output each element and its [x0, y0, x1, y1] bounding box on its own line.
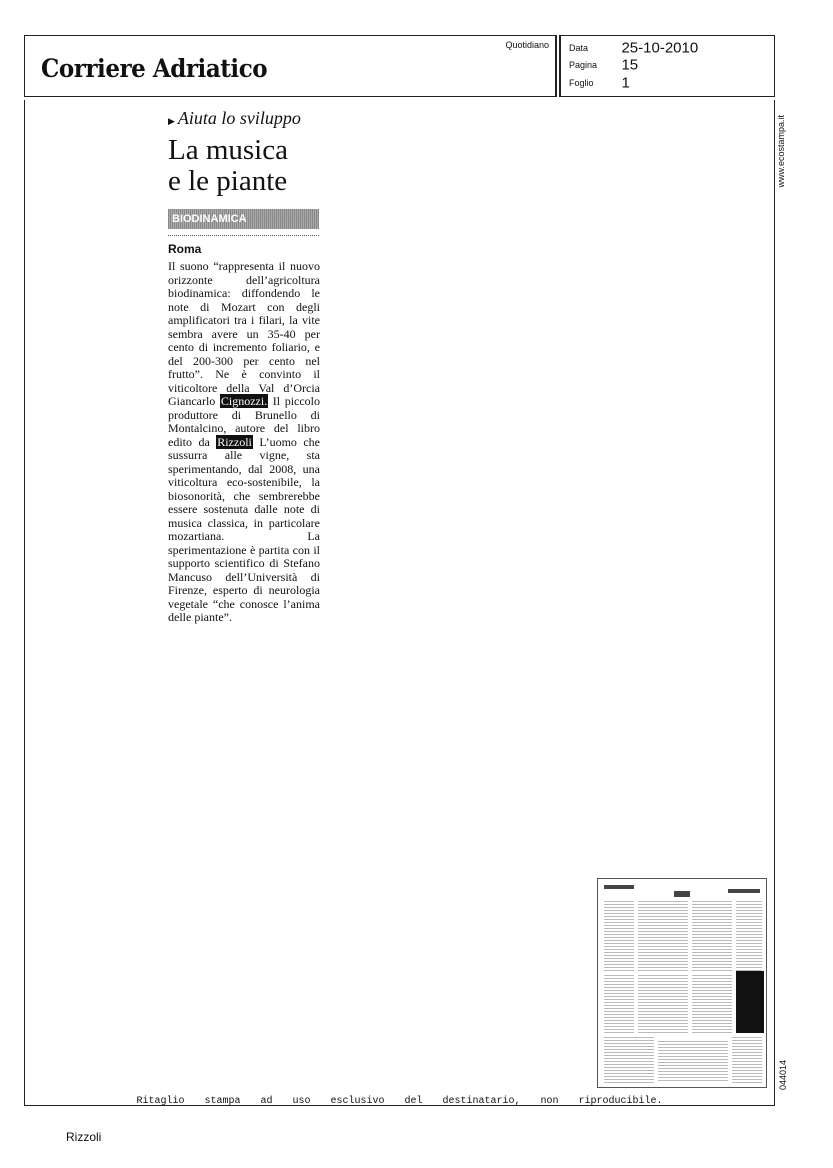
thumb-column	[658, 1041, 728, 1083]
section-tag: BIODINAMICA	[168, 209, 319, 229]
article-body	[168, 260, 320, 625]
meta-date	[569, 39, 698, 57]
meta-date-label: Data	[569, 42, 589, 53]
side-url	[770, 115, 794, 195]
thumb-column	[692, 975, 732, 1033]
thumb-column	[604, 975, 634, 1033]
headline	[168, 135, 320, 197]
page-thumbnail	[597, 878, 767, 1088]
meta-sheet-value: 1	[621, 74, 630, 92]
headline-line1: La musica	[168, 134, 288, 166]
thumb-column	[732, 1037, 762, 1083]
body-part2: Il piccolo produttore di Brunello di Montalcino, autore del libro edito da	[168, 394, 321, 449]
thumb-title-bar	[604, 885, 634, 889]
headline-line2: e le piante	[168, 165, 288, 197]
dateline-city: Roma	[168, 242, 202, 256]
meta-page-value: 15	[621, 56, 639, 74]
meta-date-value: 25-10-2010	[621, 39, 699, 57]
meta-box	[560, 35, 775, 97]
thumb-highlight-block	[736, 971, 764, 1033]
thumb-column	[638, 975, 688, 1033]
meta-sheet-label: Foglio	[569, 77, 594, 88]
footer-notice: Ritaglio stampa ad uso esclusivo del destinatario, non riproducibile.	[136, 1096, 663, 1107]
kicker	[168, 108, 320, 129]
body-part1: Il suono “rappresenta il nuovo orizzonte dell’agricoltura biodinamica: diffondendo le note di Mozart con degli amplificatori tra i filari, la vite sembra avere un 35-40 per cento di incremento foliario, e del 200-300 per cento nel frutto”. Ne è convinto il viticoltore della Val d’Orcia Giancarlo	[168, 259, 320, 408]
body-part3: L’uomo che sussurra alle vigne, sta sperimentando, dal 2008, una viticoltura eco-sostenibile, la biosonorità, che sembrerebbe essere sostenuta dalle note di musica classica, in particolare mozartiana. La sperimentazione è partita con il supporto scientifico di Stefano Mancuso dell’Università di Firenze, esperto di neurologia vegetale “che conosce l’anima delle piante”.	[168, 434, 320, 624]
kicker-text: Aiuta lo sviluppo	[177, 108, 301, 128]
publisher-label: Rizzoli	[66, 1130, 102, 1144]
masthead-box	[24, 35, 556, 97]
meta-sheet	[569, 74, 630, 92]
thumb-title-bar	[728, 889, 760, 893]
masthead: Corriere Adriatico	[41, 54, 268, 83]
article	[168, 106, 320, 625]
header-frame	[24, 35, 775, 99]
kicker-arrow-icon: ▶	[168, 116, 175, 126]
side-code-text: 044014	[778, 1060, 788, 1091]
meta-page-label: Pagina	[569, 59, 598, 70]
meta-page	[569, 56, 638, 74]
side-url-text: www.ecostampa.it	[776, 115, 786, 188]
dotted-divider	[168, 235, 319, 236]
highlight-name: Cignozzi.	[220, 394, 268, 408]
thumb-column	[736, 901, 762, 971]
side-code	[778, 1060, 792, 1100]
thumb-column	[638, 901, 688, 971]
thumb-column	[604, 901, 634, 971]
thumb-column	[692, 901, 732, 971]
thumb-section-bar	[674, 891, 690, 897]
highlight-publisher: Rizzoli	[217, 434, 252, 449]
thumb-column	[604, 1037, 654, 1083]
publication-type: Quotidiano	[505, 40, 549, 50]
